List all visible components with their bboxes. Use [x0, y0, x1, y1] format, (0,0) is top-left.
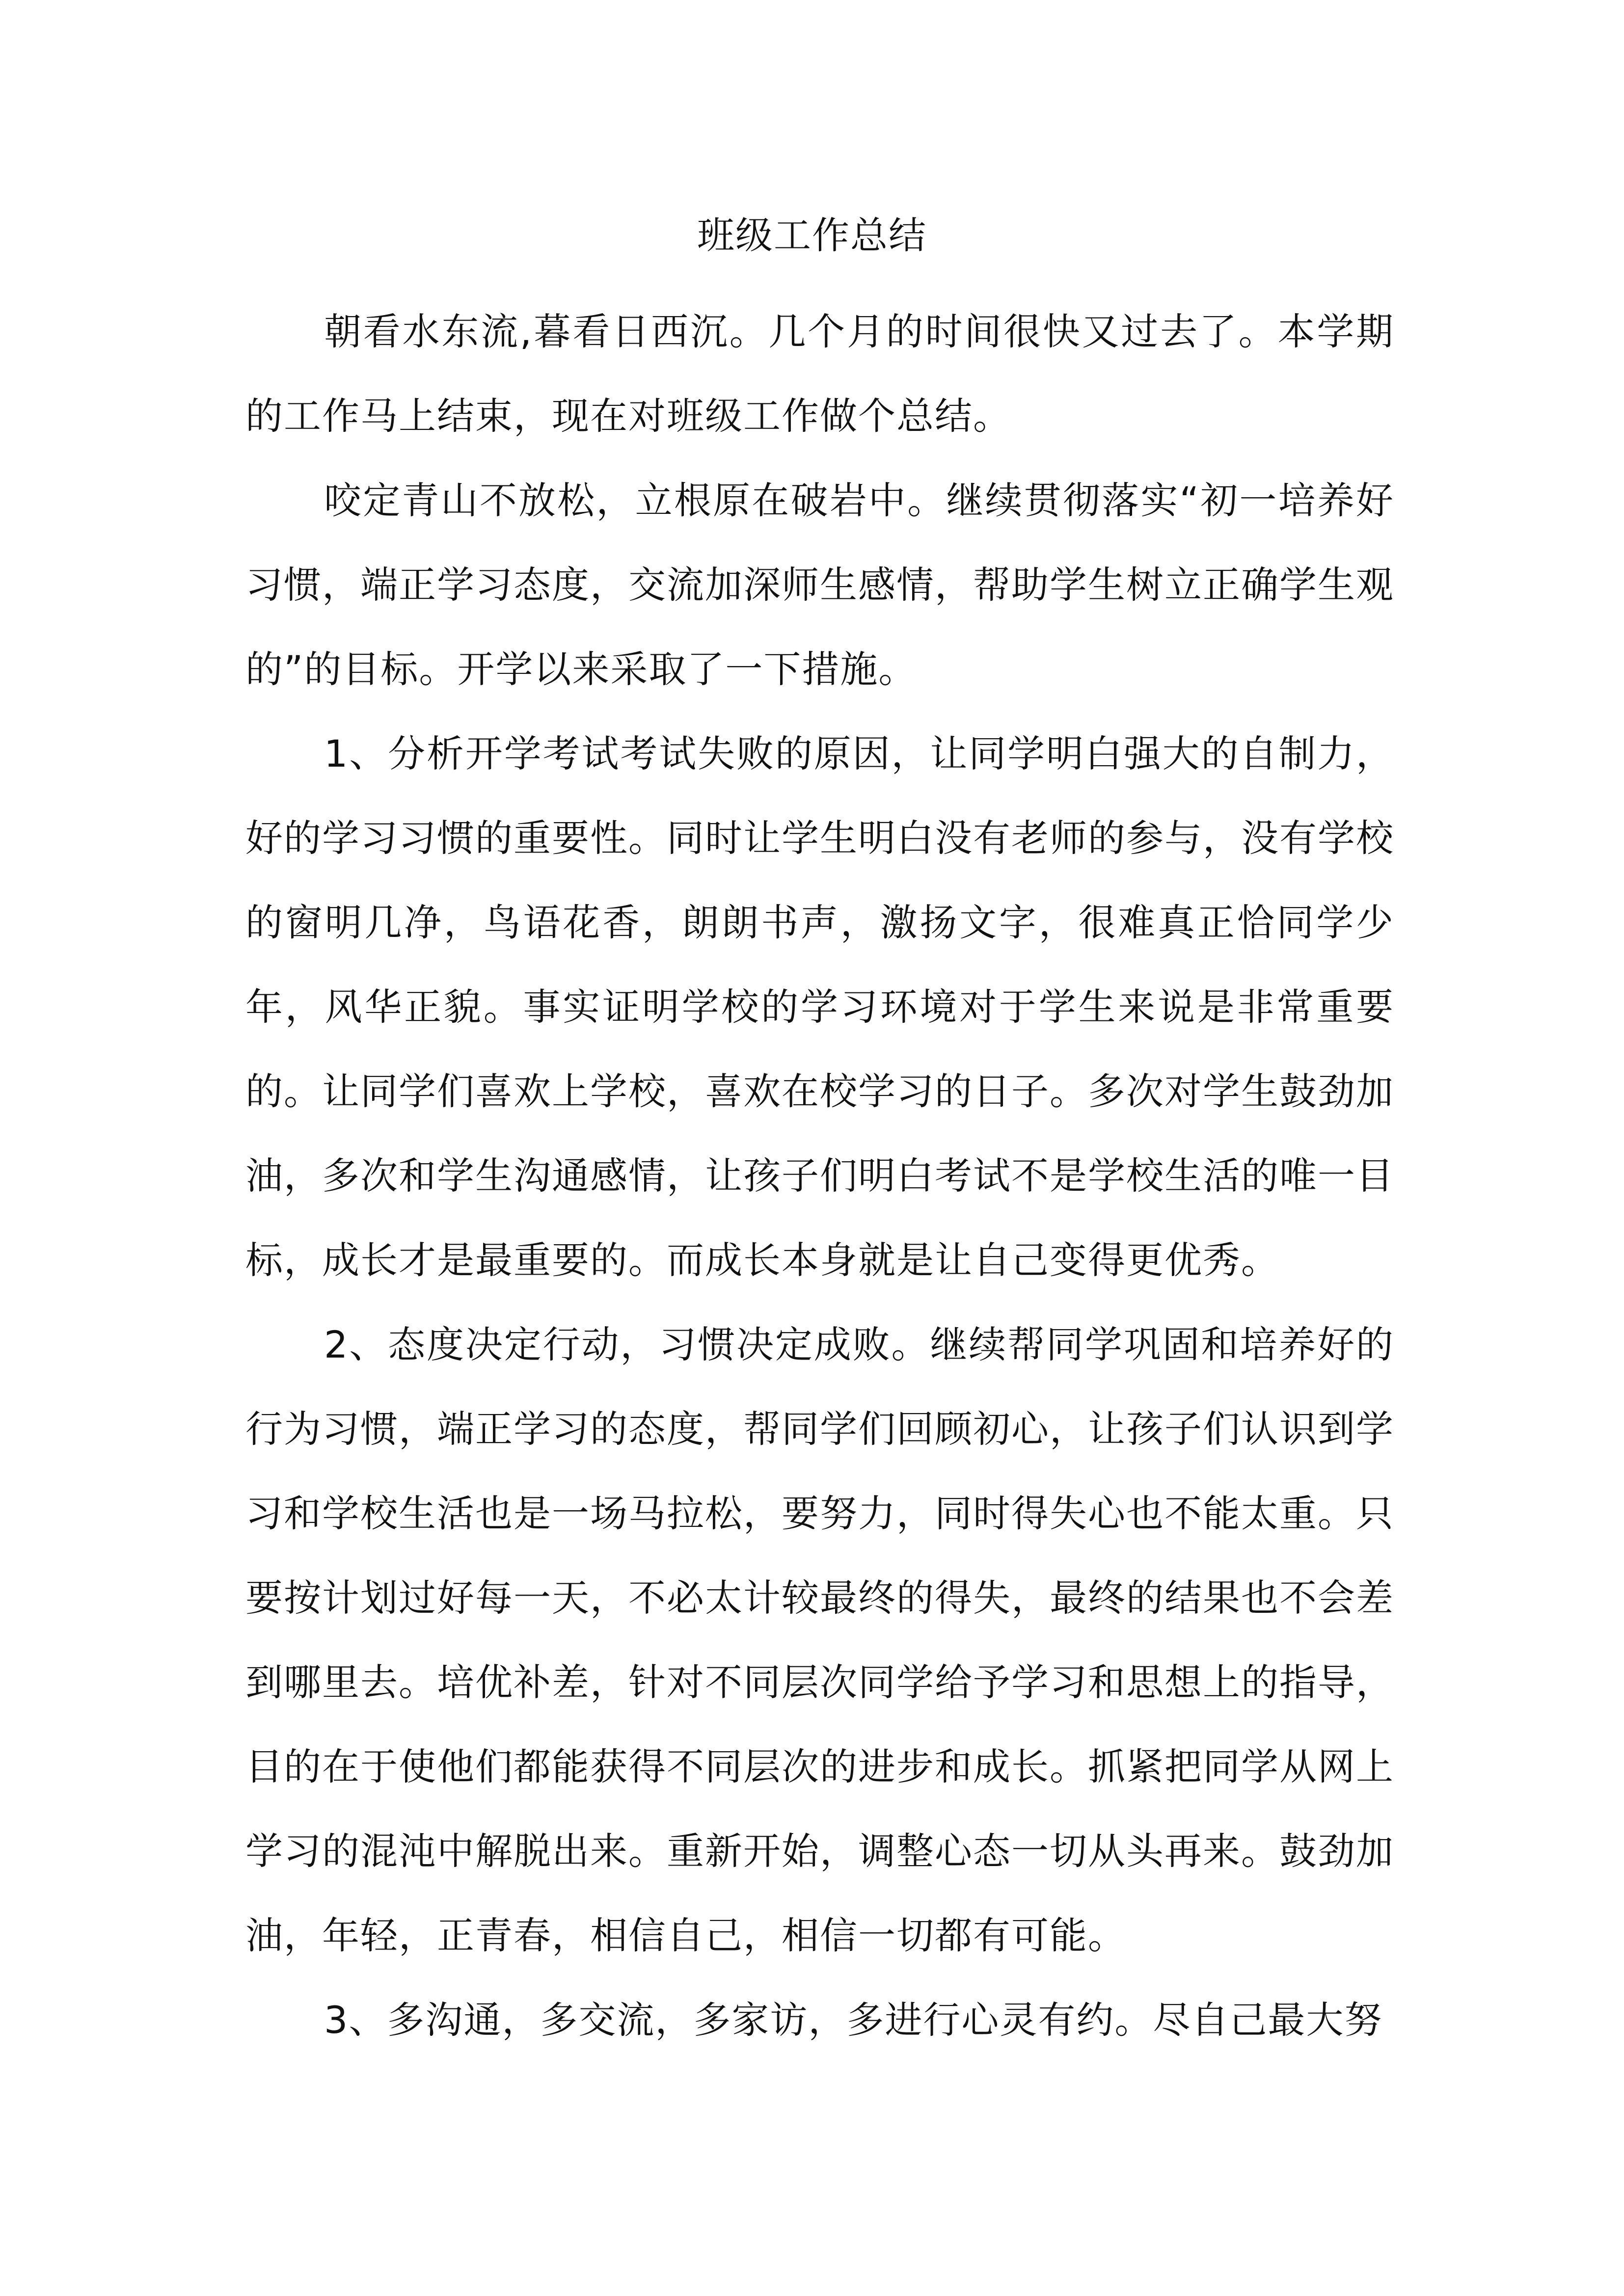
paragraph-measure-3: 3、多沟通，多交流，多家访，多进行心灵有约。尽自己最大努: [324, 1998, 1383, 2042]
document-title: 班级工作总结: [697, 214, 927, 257]
paragraph-goal: 咬定青山不放松，立根原在破岩中。继续贯彻落实“初一培养好习惯，端正学习态度，交流加深师生感情，帮助学生树立正确学生观的”的目标。开学以来采取了一下措施。: [245, 479, 1394, 691]
paragraph-intro: 朝看水东流,暮看日西沉。几个月的时间很快又过去了。本学期的工作马上结束，现在对班级工作做个总结。: [245, 310, 1394, 438]
paragraph-measure-1: 1、分析开学考试考试失败的原因，让同学明白强大的自制力，好的学习习惯的重要性。同时让学生明白没有老师的参与，没有学校的窗明几净，鸟语花香，朗朗书声，激扬文字，很难真正恰同学少年，风华正貌。事实证明学校的学习环境对于学生来说是非常重要的。让同学们喜欢上学校，喜欢在校学习的日子。多次对学生鼓劲加油，多次和学生沟通感情，让孩子们明白考试不是学校生活的唯一目标，成长才是最重要的。而成长本身就是让自己变得更优秀。: [245, 732, 1394, 1282]
paragraph-measure-2: 2、态度决定行动，习惯决定成败。继续帮同学巩固和培养好的行为习惯，端正学习的态度，帮同学们回顾初心，让孩子们认识到学习和学校生活也是一场马拉松，要努力，同时得失心也不能太重。只要按计划过好每一天，不必太计较最终的得失，最终的结果也不会差到哪里去。培优补差，针对不同层次同学给予学习和思想上的指导，目的在于使他们都能获得不同层次的进步和成长。抓紧把同学从网上学习的混沌中解脱出来。重新开始，调整心态一切从头再来。鼓劲加油，年轻，正青春，相信自己，相信一切都有可能。: [245, 1323, 1394, 1957]
